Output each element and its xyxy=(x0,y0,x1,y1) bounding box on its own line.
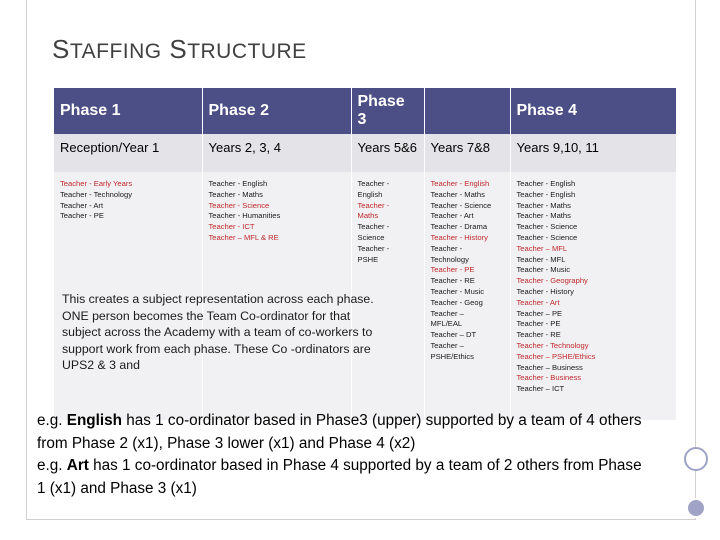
teacher-entry: Teacher - Maths xyxy=(516,211,571,221)
phase-header-row xyxy=(54,88,676,134)
teacher-entry: Teacher – xyxy=(430,308,464,318)
header-phase-1: Phase 1 xyxy=(54,88,202,134)
decor-circle-outline xyxy=(684,447,708,471)
examples-text xyxy=(37,410,647,500)
header-phase-2: Phase 2 xyxy=(202,88,351,134)
example-1-prefix: e.g. xyxy=(37,412,67,429)
decor-circle-filled xyxy=(686,498,706,518)
teacher-entry: Teacher - Early Years xyxy=(60,179,133,188)
example-1-rest: has 1 co-ordinator based in Phase3 (upper) supported by a team of 4 others from Phase 2 (x1), Phase 3 lower (x1) and Phase 4 (x2) xyxy=(37,412,642,452)
teacher-entry: English xyxy=(357,189,383,199)
teacher-entry: Teacher - Technology xyxy=(516,340,589,350)
teacher-entry: Teacher - English xyxy=(516,179,576,188)
teacher-entry: Teacher - Art xyxy=(516,297,560,307)
teacher-entry: Teacher – ICT xyxy=(516,384,565,394)
years-cell-4: Years 7&8 xyxy=(424,134,510,172)
header-phase-3: Phase 3 xyxy=(351,88,424,134)
title-initial-2: S xyxy=(169,34,188,64)
teacher-entry: Teacher – xyxy=(430,340,464,350)
teacher-entry: Teacher – MFL xyxy=(516,243,568,253)
teacher-entry: Teacher - Maths xyxy=(430,189,485,199)
teacher-entry: Teacher - PE xyxy=(516,319,561,329)
example-2-subject: Art xyxy=(66,457,89,475)
teacher-entry: Teacher - Drama xyxy=(430,222,488,232)
example-2-prefix: e.g. xyxy=(37,457,67,475)
teacher-entry: MFL/EAL xyxy=(430,319,463,329)
header-phase-3b xyxy=(424,88,510,134)
years-cell-2: Years 2, 3, 4 xyxy=(202,134,351,172)
teacher-entry: Teacher - Maths xyxy=(208,189,263,199)
teacher-entry: Teacher - Art xyxy=(430,211,474,221)
teacher-entry: Teacher - Business xyxy=(516,373,582,383)
title-rest-1: TAFFING xyxy=(69,40,162,63)
teacher-entry: Teacher - Technology xyxy=(60,189,133,199)
years-cell-1: Reception/Year 1 xyxy=(54,134,202,172)
note-line-1: This creates a subject representation across each phase. xyxy=(62,292,374,306)
teacher-entry: Teacher – Business xyxy=(516,362,583,372)
teacher-entry: Teacher - Geog xyxy=(430,297,483,307)
teacher-entry: Teacher - RE xyxy=(430,276,475,286)
teacher-entry: Teacher - Geography xyxy=(516,276,588,286)
teacher-entry: Technology xyxy=(430,254,469,264)
teacher-entry: Teacher - xyxy=(430,243,463,253)
teacher-entry: Teacher - English xyxy=(430,179,490,188)
example-2-rest: has 1 co-ordinator based in Phase 4 supported by a team of 2 others from Phase 1 (x1) and Phase 3 (x1) xyxy=(37,457,642,497)
teacher-entry: Teacher - xyxy=(357,222,390,232)
teacher-entry: Teacher - RE xyxy=(516,330,561,340)
teacher-entry: Teacher - History xyxy=(516,286,574,296)
header-phase-4: Phase 4 xyxy=(510,88,676,134)
teacher-entry: Teacher - MFL xyxy=(516,254,566,264)
teacher-entry: Teacher - Science xyxy=(208,200,270,210)
teacher-entry: Science xyxy=(357,232,385,242)
teacher-entry: Teacher - xyxy=(357,200,390,210)
teacher-entry: Teacher - Humanities xyxy=(208,211,281,221)
years-cell-5: Years 9,10, 11 xyxy=(510,134,676,172)
teacher-entry: Teacher - PE xyxy=(60,211,104,221)
years-cell-3: Years 5&6 xyxy=(351,134,424,172)
teacher-entry: Teacher – PSHE/Ethics xyxy=(516,351,596,361)
teachers-cell-5 xyxy=(510,172,676,420)
note-line-2: ONE person becomes the Team Co-ordinator for that subject across the Academy with a team of co-workers to support work from each phase. These Co -ordinators are UPS2 & 3 and xyxy=(62,308,373,373)
teacher-entry: Teacher - Art xyxy=(60,200,104,210)
teacher-entry: Teacher – DT xyxy=(430,330,477,340)
teacher-entry: Teacher - PE xyxy=(430,265,475,275)
teacher-entry: Maths xyxy=(357,211,379,221)
slide-title xyxy=(52,34,307,65)
teacher-entry: Teacher - Science xyxy=(430,200,492,210)
teacher-entry: Teacher - English xyxy=(516,189,576,199)
teacher-entry: Teacher - Science xyxy=(516,222,578,232)
teacher-entry: Teacher - Science xyxy=(516,232,578,242)
teacher-entry: Teacher - ICT xyxy=(208,222,255,232)
teacher-entry: Teacher – PE xyxy=(516,308,563,318)
teacher-entry: Teacher – MFL & RE xyxy=(208,232,279,242)
teacher-entry: PSHE/Ethics xyxy=(430,351,474,361)
explanation-note xyxy=(62,291,380,374)
teacher-entry: Teacher - xyxy=(357,243,390,253)
title-initial-1: S xyxy=(52,34,70,64)
teacher-entry: PSHE xyxy=(357,254,379,264)
title-rest-2: TRUCTURE xyxy=(187,40,307,63)
teacher-entry: Teacher - xyxy=(357,179,390,188)
teacher-entry: Teacher - Music xyxy=(516,265,571,275)
teacher-entry: Teacher - English xyxy=(208,179,268,188)
example-1-subject: English xyxy=(66,412,123,429)
years-row xyxy=(54,134,676,172)
teacher-entry: Teacher - Music xyxy=(430,286,485,296)
teacher-entry: Teacher - History xyxy=(430,232,488,242)
teacher-entry: Teacher - Maths xyxy=(516,200,571,210)
teachers-cell-4 xyxy=(424,172,510,420)
